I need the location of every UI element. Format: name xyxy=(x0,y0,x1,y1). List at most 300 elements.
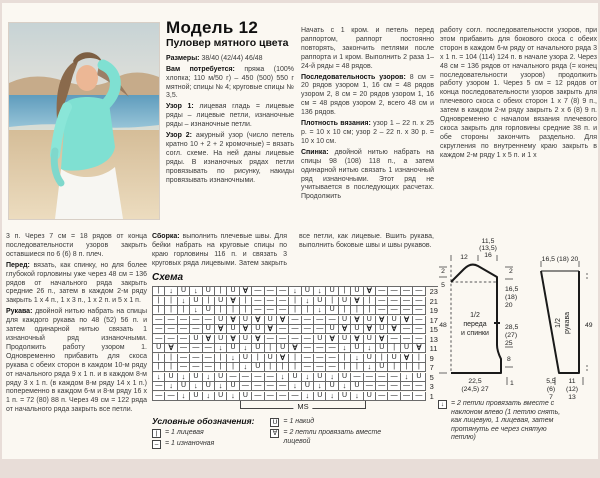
chart-cell: | xyxy=(165,297,177,306)
chart-cell: — xyxy=(289,335,301,344)
chart-cell: U xyxy=(326,325,338,334)
dim-neck-1: 11,5 xyxy=(481,238,495,245)
chart-cell: | xyxy=(351,306,363,315)
legend-symbol-box: – xyxy=(152,440,161,449)
chart-cell: | xyxy=(165,306,177,315)
chart-cell: ∀ xyxy=(277,316,289,325)
legend-item xyxy=(152,429,254,438)
chart-cell: — xyxy=(277,382,289,391)
chart-cell: ∀ xyxy=(289,344,301,353)
chart-cell: ∀ xyxy=(401,316,413,325)
legend-symbol-box: U xyxy=(270,418,279,427)
chart-cell: — xyxy=(277,287,289,296)
chart-cell: — xyxy=(401,382,413,391)
chart-cell: U xyxy=(203,287,215,296)
chart-cell: — xyxy=(252,306,264,315)
garment-schematics xyxy=(437,235,597,403)
dim-bottom-1: 22,5 xyxy=(468,378,482,385)
chart-cell: U xyxy=(252,363,264,372)
chart-cell: — xyxy=(401,335,413,344)
chart-row-number: 23 xyxy=(429,287,438,296)
paragraph: Рукава: двойной нитью набрать на спицы для каждого рукава по 48 (52) 56 п. и затем одинарной нитью связать 1 изнаночный ряд изнаночными. Продолжить работу узором 1. Одновременно прибавить для скоса рукава с обеих сторон в каждом 10-м ряду от начального ряда 9 x 1 п. и в каждом 8-м ряду 3 x 1 п. (в каждом 8-м ряду 14 x 1 п.) попеременно в каждом 6-м и 8-м ряду 16 x 1 п. = 72 (80) 88 п. Через 49 см = 122 ряда от начального ряда закрыть все петли. xyxy=(6,308,148,414)
chart-row xyxy=(153,382,438,392)
chart-cell: U xyxy=(240,392,252,401)
dim-cuff-a1: 5,5 xyxy=(546,378,556,385)
chart-cell: ↓ xyxy=(289,287,301,296)
chart-cell: ∀ xyxy=(376,335,388,344)
chart-cell: | xyxy=(339,287,351,296)
legend-title: Условные обозначения: xyxy=(152,416,255,426)
paragraph: Размеры: 38/40 (42/44) 46/48 xyxy=(166,54,263,62)
chart-cell: U xyxy=(364,335,376,344)
chart-cell: | xyxy=(252,354,264,363)
chart-cell: U xyxy=(376,363,388,372)
chart-cell: ↓ xyxy=(314,287,326,296)
chart-cell: — xyxy=(190,316,202,325)
chart-cell: ↓ xyxy=(215,344,227,353)
dim-cuff-a2: (6) xyxy=(546,386,556,393)
chart-cell: | xyxy=(289,354,301,363)
chart-cell: — xyxy=(153,335,165,344)
chart-cell: ↓ xyxy=(203,373,215,382)
chart-cell: | xyxy=(401,363,413,372)
chart-cell: ↓ xyxy=(240,344,252,353)
chart-row xyxy=(153,287,438,297)
chart-cell: ∀ xyxy=(240,325,252,334)
chart-cell: U xyxy=(376,344,388,353)
legend-symbol-box: ∀ xyxy=(270,429,279,438)
chart-cell: — xyxy=(277,297,289,306)
sleeve-label-2: рукава xyxy=(564,312,571,334)
chart-cell: — xyxy=(265,382,277,391)
chart-cell: U xyxy=(203,325,215,334)
chart-cell: — xyxy=(153,392,165,401)
legend-item xyxy=(438,400,596,443)
chart-cell: — xyxy=(203,316,215,325)
chart-cell: — xyxy=(401,392,413,401)
chart-cell: U xyxy=(314,373,326,382)
chart-cell: — xyxy=(326,344,338,353)
chart-cell: — xyxy=(302,316,314,325)
chart-cell: U xyxy=(190,335,202,344)
chart-cell: ↓ xyxy=(165,382,177,391)
chart-cell: — xyxy=(388,306,400,315)
legend-label: = 2 петли провязать вместе лицевой xyxy=(283,429,382,445)
chart-cell: — xyxy=(277,392,289,401)
chart-cell: — xyxy=(178,325,190,334)
chart-cell: ∀ xyxy=(240,287,252,296)
dim-neck-2: (13,5) xyxy=(479,245,497,252)
chart-cell: U xyxy=(326,306,338,315)
legend-items-1 xyxy=(152,429,254,449)
chart-cell: ↓ xyxy=(364,363,376,372)
chart-cell: — xyxy=(277,306,289,315)
dim-hem-8: 8 xyxy=(507,356,511,363)
dim-right-2: 2 xyxy=(509,268,513,275)
chart-cell: — xyxy=(165,316,177,325)
intro-column xyxy=(166,18,294,188)
pattern-repeat-bracket xyxy=(240,401,366,409)
chart-cell: — xyxy=(153,325,165,334)
knitting-chart-grid xyxy=(152,286,438,401)
chart-cell: U xyxy=(388,316,400,325)
chart-cell: ∀ xyxy=(351,316,363,325)
chart-cell: U xyxy=(289,373,301,382)
schematic-diagrams xyxy=(437,235,597,403)
dim-cuff-a3: 7 xyxy=(549,394,553,401)
chart-cell: ∀ xyxy=(376,316,388,325)
dim-bottom-edge: 1 xyxy=(510,380,514,387)
chart-cell: ↓ xyxy=(165,287,177,296)
chart-cell: | xyxy=(215,363,227,372)
photo-illustration xyxy=(9,23,159,219)
chart-cell: | xyxy=(364,297,376,306)
paragraph: Начать с 1 кром. и петель перед раппортом, раппорт постоянно повторять, закончить петлями после раппорта и 1 кром. Выполнить 2 раза 1–24-й ряды = 48 рядов. xyxy=(301,27,434,70)
chart-cell: ∀ xyxy=(401,354,413,363)
chart-cell: — xyxy=(289,316,301,325)
chart-cell: ∀ xyxy=(227,316,239,325)
chart-cell: ∀ xyxy=(339,325,351,334)
chart-cell: ↓ xyxy=(302,373,314,382)
body-label-1: 1/2 xyxy=(470,312,480,319)
chart-cell: ↓ xyxy=(351,392,363,401)
chart-cell: ↓ xyxy=(326,373,338,382)
chart-cell: U xyxy=(265,354,277,363)
chart-cell: — xyxy=(240,373,252,382)
chart-cell: — xyxy=(401,297,413,306)
legend-label: = 1 изнаночная xyxy=(165,440,215,447)
chart-row-number: 21 xyxy=(429,296,438,306)
chart-cell: U xyxy=(314,297,326,306)
chart-cell: | xyxy=(215,287,227,296)
chart-cell: — xyxy=(277,325,289,334)
chart-cell: ∀ xyxy=(227,297,239,306)
chart-cell: U xyxy=(178,287,190,296)
chart-cell: U xyxy=(314,335,326,344)
dim-cuff-b2: (12) xyxy=(565,386,579,393)
chart-cell: U xyxy=(252,325,264,334)
legend-item xyxy=(270,418,403,427)
paragraph: Вам потребуется: пряжа (100% хлопка; 110 м/50 г) – 450 (500) 550 г мятной; спицы № 4; круговые спицы № 3,5. xyxy=(166,65,294,100)
chart-cell: U xyxy=(203,382,215,391)
chart-cell: | xyxy=(339,363,351,372)
chart-cell: U xyxy=(240,354,252,363)
dim-side-1: 28,5 xyxy=(505,324,519,331)
chart-row xyxy=(153,325,438,335)
chart-cell: U xyxy=(351,325,363,334)
chart-row-number: 5 xyxy=(429,372,434,382)
chart-cell: — xyxy=(388,335,400,344)
chart-cell: — xyxy=(314,325,326,334)
chart-cell: ∀ xyxy=(203,335,215,344)
dim-cuff-b1: 11 xyxy=(568,378,576,385)
dim-left-48: 48 xyxy=(439,322,447,329)
dim-shoulder: 12 xyxy=(460,254,468,261)
page-title: Модель 12 xyxy=(166,18,259,37)
chart-cell: — xyxy=(388,287,400,296)
chart-cell: | xyxy=(153,354,165,363)
chart-cell: — xyxy=(413,297,425,306)
chart-cell: — xyxy=(252,382,264,391)
paragraph: Спинка: двойной нитью набрать на спицы 98 (108) 118 п., а затем одинарной нитью связать 1 изнаночный ряд изнаночными. Этот ряд не учитывается в последующих расчетах. Продолжить xyxy=(301,148,434,201)
chart-cell: — xyxy=(413,392,425,401)
chart-cell: | xyxy=(215,354,227,363)
dim-side-2: (27) xyxy=(505,332,518,339)
chart-cell: | xyxy=(165,354,177,363)
sleeve-diagram xyxy=(541,256,593,401)
chart-cell: — xyxy=(401,287,413,296)
chart-cell: — xyxy=(302,325,314,334)
chart-cell: U xyxy=(326,287,338,296)
chart-cell: U xyxy=(376,325,388,334)
chart-cell: — xyxy=(326,354,338,363)
chart-cell: ↓ xyxy=(178,392,190,401)
chart-cell: U xyxy=(388,354,400,363)
chart-cell: | xyxy=(302,306,314,315)
chart-cell: ∀ xyxy=(227,335,239,344)
chart-cell: | xyxy=(153,287,165,296)
chart-cell: — xyxy=(302,363,314,372)
chart-cell: | xyxy=(277,363,289,372)
chart-cell: ∀ xyxy=(351,297,363,306)
chart-cell: ∀ xyxy=(351,335,363,344)
chart-row xyxy=(153,392,438,402)
chart-cell: ↓ xyxy=(351,354,363,363)
chart-cell: ↓ xyxy=(277,373,289,382)
chart-cell: | xyxy=(376,354,388,363)
chart-cell: | xyxy=(339,306,351,315)
dim-sleeve-49: 49 xyxy=(585,322,593,329)
chart-cell: ↓ xyxy=(401,373,413,382)
chart-cell: ∀ xyxy=(364,287,376,296)
chart-cell: — xyxy=(314,354,326,363)
chart-cell: — xyxy=(265,373,277,382)
chart-cell: | xyxy=(227,306,239,315)
chart-cell: ↓ xyxy=(153,373,165,382)
chart-cell: — xyxy=(413,306,425,315)
chart-cell: — xyxy=(252,297,264,306)
paragraph: Плотность вязания: узор 1 – 22 п. x 25 р. = 10 x 10 см; узор 2 – 22 п. x 30 р. = 10 x 10 см. xyxy=(301,120,434,145)
chart-cell: — xyxy=(413,316,425,325)
chart-cell: U xyxy=(240,335,252,344)
chart-cell: ∀ xyxy=(388,325,400,334)
chart-cell: U xyxy=(302,287,314,296)
chart-legend xyxy=(152,416,438,451)
chart-cell: ↓ xyxy=(178,297,190,306)
chart-cell: | xyxy=(203,297,215,306)
chart-row-number: 13 xyxy=(429,334,438,344)
paragraph: Узор 1: лицевая гладь = лицевые ряды – лицевые петли, изнаночные ряды – изнаночные петли. xyxy=(166,103,294,129)
chart-cell: U xyxy=(227,287,239,296)
chart-cell: ↓ xyxy=(339,344,351,353)
chart-cell: — xyxy=(190,344,202,353)
chart-cell: U xyxy=(302,382,314,391)
chart-row xyxy=(153,344,438,354)
chart-cell: U xyxy=(351,287,363,296)
chart-row-number: 3 xyxy=(429,382,434,391)
legend-item xyxy=(152,440,254,449)
chart-cell: ↓ xyxy=(326,392,338,401)
chart-cell: — xyxy=(364,382,376,391)
chart-cell: U xyxy=(339,297,351,306)
chart-cell: U xyxy=(339,316,351,325)
chart-cell: — xyxy=(178,354,190,363)
chart-cell: — xyxy=(165,335,177,344)
chart-cell: — xyxy=(178,316,190,325)
assembly-paragraph xyxy=(152,233,434,271)
chart-cell: — xyxy=(227,373,239,382)
chart-cell: | xyxy=(339,354,351,363)
chart-title: Схема xyxy=(152,272,184,283)
dim-armhole-3: 20 xyxy=(505,302,513,309)
legend-symbol-box: ↓ xyxy=(438,400,447,409)
chart-row-number: 15 xyxy=(429,325,438,334)
chart-cell: ↓ xyxy=(190,382,202,391)
chart-cell: — xyxy=(376,306,388,315)
sleeve-label-1: 1/2 xyxy=(555,318,562,328)
chart-cell: | xyxy=(215,306,227,315)
chart-cell: | xyxy=(413,363,425,372)
chart-row-number: 9 xyxy=(429,353,434,363)
chart-cell: ↓ xyxy=(203,392,215,401)
chart-cell: — xyxy=(376,392,388,401)
chart-cell: — xyxy=(314,316,326,325)
legend-label: = 1 накид xyxy=(283,418,315,425)
chart-cell: ∀ xyxy=(165,344,177,353)
chart-cell: | xyxy=(413,354,425,363)
chart-cell: — xyxy=(413,325,425,334)
chart-cell: — xyxy=(153,316,165,325)
chart-cell: | xyxy=(364,306,376,315)
chart-cell: — xyxy=(326,316,338,325)
chart-cell: ∀ xyxy=(252,335,264,344)
dim-cuff-b3: 13 xyxy=(568,394,576,401)
legend-column-1 xyxy=(152,416,254,451)
chart-cell: | xyxy=(289,306,301,315)
chart-row-number: 7 xyxy=(429,363,434,372)
chart-row-number: 1 xyxy=(429,391,434,401)
chart-cell: U xyxy=(227,382,239,391)
chart-cell: | xyxy=(178,306,190,315)
chart-cell: U xyxy=(165,373,177,382)
chart-cell: ↓ xyxy=(314,382,326,391)
chart-cell: ↓ xyxy=(314,306,326,315)
chart-cell: ∀ xyxy=(252,316,264,325)
chart-cell: ∀ xyxy=(364,325,376,334)
chart-cell: — xyxy=(153,382,165,391)
chart-cell: ∀ xyxy=(326,335,338,344)
legend-items-2 xyxy=(270,418,403,451)
chart-cell: ∀ xyxy=(215,325,227,334)
chart-cell: ↓ xyxy=(302,392,314,401)
chart-cell: U xyxy=(215,392,227,401)
chart-cell: ↓ xyxy=(302,297,314,306)
legend-item xyxy=(270,429,403,446)
chart-cell: ↓ xyxy=(289,382,301,391)
chart-cell: — xyxy=(364,373,376,382)
chart-cell: ↓ xyxy=(190,287,202,296)
instructions-column-4 xyxy=(6,233,147,417)
chart-cell: — xyxy=(240,382,252,391)
chart-cell: — xyxy=(376,373,388,382)
chart-cell: — xyxy=(190,325,202,334)
chart-cell: ∀ xyxy=(413,344,425,353)
chart-cell: | xyxy=(388,344,400,353)
dim-sleeve-top: 16,5 (18) 20 xyxy=(541,256,579,263)
chart-cell: — xyxy=(351,373,363,382)
legend-label: = 2 петли провязать вместе с наклоном влево (1 петлю снять, как лицевую, 1 лицевая, затем протянуть ее через снятую петлю) xyxy=(451,400,561,442)
chart-cell: U xyxy=(203,306,215,315)
chart-cell: — xyxy=(265,287,277,296)
chart-row-number: 11 xyxy=(429,344,438,353)
chart-cell: | xyxy=(326,297,338,306)
chart-cell: ↓ xyxy=(364,344,376,353)
chart-cell: U xyxy=(364,316,376,325)
chart-row xyxy=(153,354,438,364)
dim-left-2: 2 xyxy=(441,268,445,275)
chart-cell: — xyxy=(302,335,314,344)
chart-cell: U xyxy=(351,382,363,391)
chart-cell: ↓ xyxy=(178,373,190,382)
dim-armhole-2: (18) xyxy=(505,294,518,301)
chart-cell: — xyxy=(203,354,215,363)
chart-cell: | xyxy=(153,306,165,315)
chart-cell: — xyxy=(265,335,277,344)
chart-cell: — xyxy=(265,297,277,306)
chart-cell: U xyxy=(252,344,264,353)
chart-cell: | xyxy=(240,306,252,315)
body-label-2: переда xyxy=(463,321,487,328)
chart-cell: — xyxy=(376,287,388,296)
chart-row xyxy=(153,306,438,316)
chart-cell: — xyxy=(326,363,338,372)
chart-cell: U xyxy=(351,344,363,353)
paragraph: Перед: вязать, как спинку, но для более глубокой горловины уже через 48 см = 136 рядов от начального ряда закрыть средние 26 п., затем в каждом 2-м ряду закрыть 1 x 4 п., 1 x 3 п., 1 x 2 п. и 5 x 1 п. xyxy=(6,261,147,305)
chart-cell: — xyxy=(289,325,301,334)
instructions-column-3 xyxy=(440,27,597,163)
intro-paragraphs xyxy=(166,55,294,186)
chart-cell: — xyxy=(388,392,400,401)
body-label-3: и спинки xyxy=(461,330,489,337)
chart-cell: — xyxy=(376,297,388,306)
pattern-repeat-label: MS xyxy=(293,402,312,411)
chart-cell: U xyxy=(413,373,425,382)
dim-side-3: 25 xyxy=(505,340,513,347)
chart-cell: U xyxy=(339,335,351,344)
chart-cell: U xyxy=(326,382,338,391)
chart-cell: ∀ xyxy=(265,325,277,334)
chart-cell: — xyxy=(178,335,190,344)
chart-cell: U xyxy=(314,392,326,401)
chart-row-number: 19 xyxy=(429,306,438,315)
chart-cell: U xyxy=(215,297,227,306)
legend-label: = 1 лицевая xyxy=(165,429,204,436)
chart-cell: — xyxy=(302,354,314,363)
paragraph: 3 п. Через 7 см = 18 рядов от конца последовательности узоров закрыть оставшиеся по 6 (6) 8 п. плеч. xyxy=(6,233,147,258)
dim-armhole-1: 16,5 xyxy=(505,286,519,293)
chart-cell: U xyxy=(190,297,202,306)
chart-cell: — xyxy=(388,373,400,382)
chart-cell: U xyxy=(401,344,413,353)
chart-cell: U xyxy=(339,373,351,382)
chart-cell: — xyxy=(388,382,400,391)
chart-cell: U xyxy=(364,392,376,401)
chart-cell: ↓ xyxy=(215,382,227,391)
chart-cell: U xyxy=(240,316,252,325)
chart-cell: ↓ xyxy=(227,392,239,401)
chart-cell: ↓ xyxy=(190,306,202,315)
dim-neck-3: 16 xyxy=(484,252,492,259)
